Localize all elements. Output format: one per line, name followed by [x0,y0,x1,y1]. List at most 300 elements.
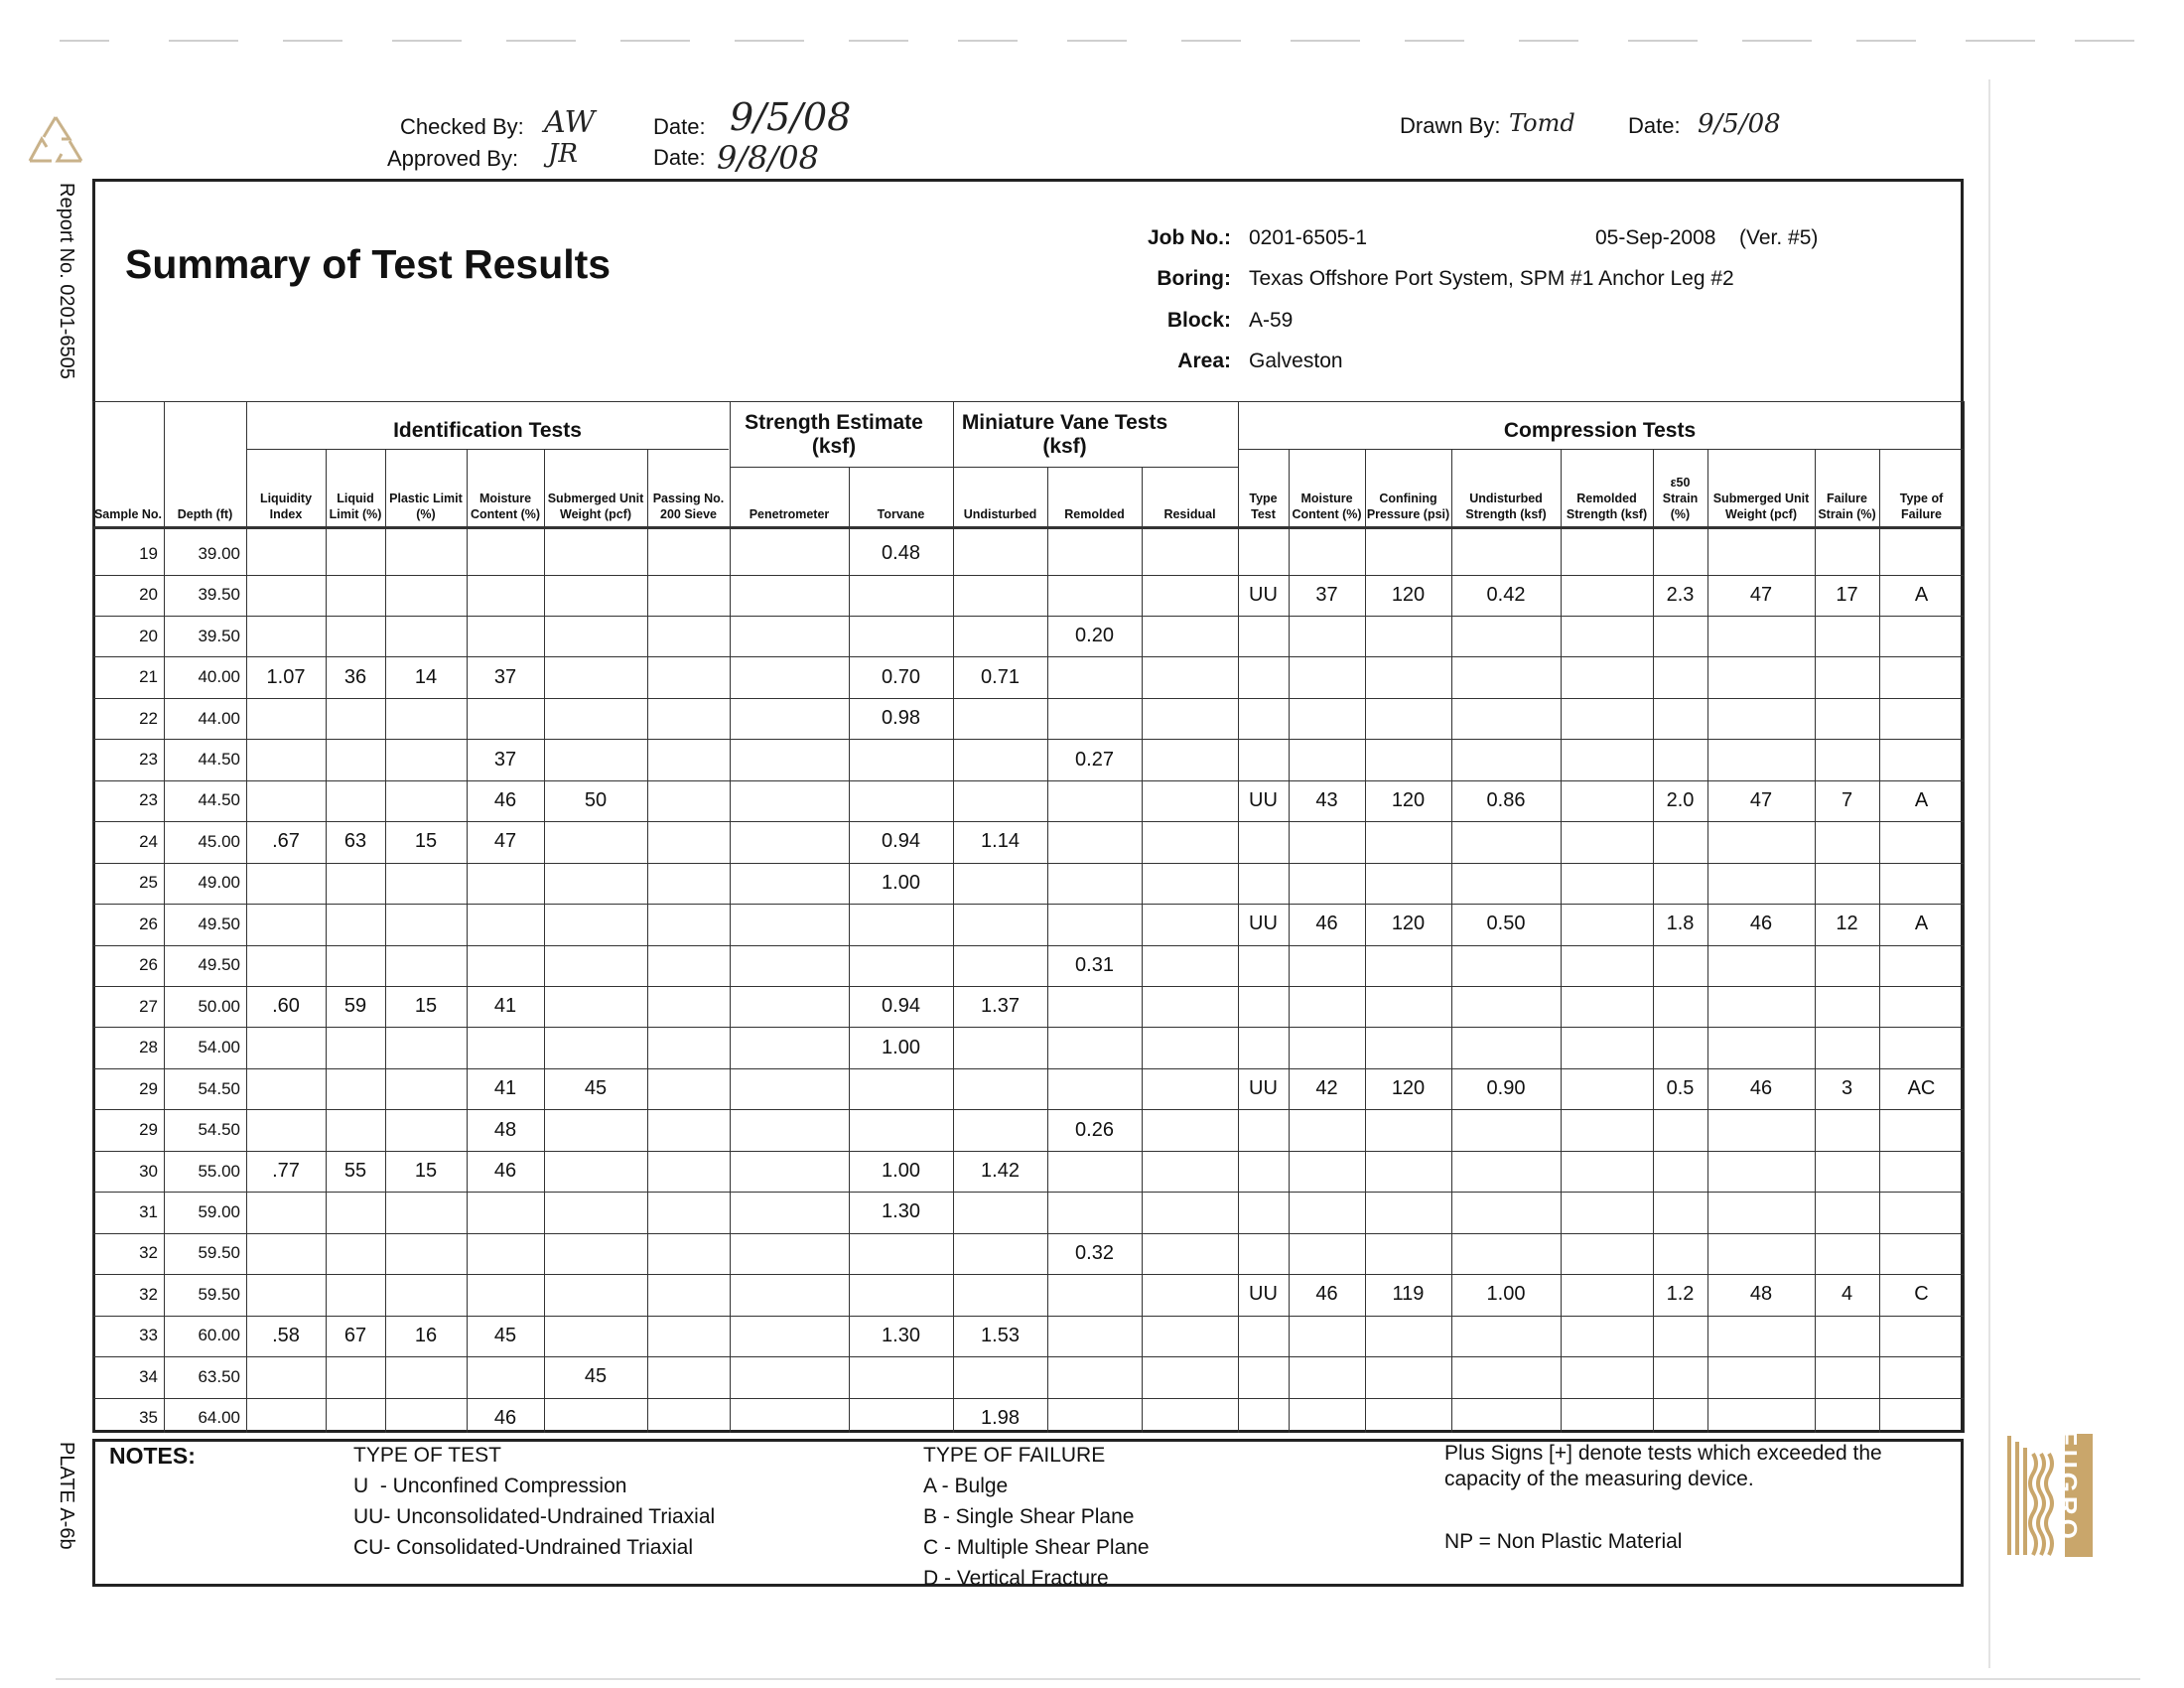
table-cell-depth-ft: 49.50 [198,914,240,933]
table-cell-50-strain [1653,1027,1707,1068]
table-cell-liquid-limit: 59 [343,995,367,1018]
table-cell-undisturbed-strength-ksf: 0.50 [1486,913,1526,935]
table-cell-submerged-unit-weight-pcf: 45 [584,1365,608,1388]
table-cell-depth-ft: 44.00 [198,708,240,728]
table-cell-confining-pressure-psi: 120 [1391,788,1426,811]
table-cell-undisturbed-strength-ksf [1451,1233,1561,1275]
table-cell-residual [1142,656,1238,698]
report-date: 05-Sep-2008 [1595,226,1716,249]
table-cell-residual [1142,698,1238,740]
table-cell-residual [1142,821,1238,863]
table-cell-50-strain [1653,945,1707,987]
header-bottom-line [92,526,1964,529]
table-cell-remolded: 0.20 [1075,625,1114,647]
table-cell-undisturbed: 1.98 [981,1406,1020,1429]
table-cell-failure-strain [1815,698,1879,740]
table-cell-50-strain [1653,863,1707,905]
ident-sub-line [246,449,729,450]
table-cell-plastic-limit [385,1274,467,1316]
notes-label: NOTES: [109,1443,196,1469]
table-cell-failure-strain [1815,1151,1879,1193]
table-cell-passing-no-200-sieve [647,863,730,905]
table-cell-remolded-strength-ksf [1561,821,1653,863]
table-cell-undisturbed-strength-ksf [1451,863,1561,905]
table-cell-remolded [1047,575,1142,617]
table-cell-type-test [1238,1316,1289,1357]
table-cell-submerged-unit-weight-pcf [1707,656,1815,698]
table-cell-sample-no: 24 [139,831,158,851]
drawn-by-label: Drawn By: [1400,113,1501,138]
table-cell-failure-strain [1815,1398,1879,1440]
column-header-undisturbed: Undisturbed [963,507,1037,521]
table-cell-moisture-content: 43 [1315,788,1338,811]
table-cell-submerged-unit-weight-pcf: 46 [1749,913,1773,935]
table-cell-remolded-strength-ksf [1561,1192,1653,1233]
table-cell-undisturbed: 0.71 [981,665,1020,688]
table-cell-liquidity-index [246,616,326,657]
table-cell-type-test [1238,1109,1289,1151]
table-cell-torvane [849,780,953,822]
table-cell-penetrometer [730,1398,849,1440]
table-cell-failure-strain [1815,1109,1879,1151]
table-cell-type-test [1238,1356,1289,1398]
table-cell-sample-no: 23 [139,790,158,810]
table-cell-plastic-limit [385,1027,467,1068]
table-cell-50-strain [1653,533,1707,575]
table-cell-undisturbed-strength-ksf [1451,1398,1561,1440]
table-cell-confining-pressure-psi: 120 [1391,583,1426,606]
table-cell-penetrometer [730,1068,849,1110]
table-cell-passing-no-200-sieve [647,575,730,617]
table-cell-torvane [849,575,953,617]
table-cell-submerged-unit-weight-pcf [1707,945,1815,987]
table-cell-liquid-limit [326,1233,385,1275]
checked-date-label: Date: [653,114,706,139]
vane-sub-line [953,467,1238,468]
table-cell-passing-no-200-sieve [647,656,730,698]
table-cell-failure-strain [1815,986,1879,1028]
table-cell-torvane [849,739,953,780]
table-cell-confining-pressure-psi: 120 [1391,913,1426,935]
table-cell-submerged-unit-weight-pcf [544,656,647,698]
table-cell-remolded [1047,533,1142,575]
table-cell-sample-no: 29 [139,1120,158,1140]
table-cell-submerged-unit-weight-pcf [1707,1356,1815,1398]
table-cell-undisturbed [953,1109,1047,1151]
table-cell-confining-pressure-psi [1365,1233,1451,1275]
table-cell-50-strain [1653,1151,1707,1193]
table-cell-50-strain [1653,656,1707,698]
table-cell-moisture-content [467,616,544,657]
table-cell-passing-no-200-sieve [647,616,730,657]
table-cell-moisture-content: 46 [493,1160,517,1183]
table-cell-type-test: UU [1249,583,1278,606]
table-cell-failure-strain [1815,739,1879,780]
table-cell-penetrometer [730,616,849,657]
table-cell-type-test [1238,533,1289,575]
table-cell-sample-no: 28 [139,1038,158,1057]
table-cell-undisturbed [953,533,1047,575]
table-cell-50-strain [1653,739,1707,780]
table-cell-undisturbed-strength-ksf [1451,698,1561,740]
column-header-type-of-failure: Type of Failure [1899,492,1944,521]
table-cell-remolded-strength-ksf [1561,698,1653,740]
table-cell-50-strain: 1.2 [1666,1283,1695,1306]
table-cell-plastic-limit [385,780,467,822]
table-cell-penetrometer [730,1192,849,1233]
table-cell-passing-no-200-sieve [647,1398,730,1440]
table-cell-sample-no: 34 [139,1366,158,1386]
table-cell-confining-pressure-psi [1365,1356,1451,1398]
table-cell-type-of-failure: AC [1907,1077,1936,1100]
table-cell-50-strain [1653,1192,1707,1233]
table-cell-failure-strain [1815,616,1879,657]
table-cell-type-of-failure [1879,1109,1964,1151]
type-of-test-uu: UU- Unconsolidated-Undrained Triaxial [353,1505,716,1528]
table-cell-failure-strain [1815,1233,1879,1275]
table-cell-50-strain [1653,1398,1707,1440]
table-cell-torvane: 1.30 [882,1324,920,1346]
table-cell-type-test: UU [1249,1077,1278,1100]
table-cell-type-test: UU [1249,913,1278,935]
table-cell-plastic-limit [385,1068,467,1110]
table-cell-moisture-content [1289,1233,1365,1275]
column-header-sample-no: Sample No. [93,507,163,521]
table-cell-plastic-limit [385,945,467,987]
table-cell-submerged-unit-weight-pcf [544,821,647,863]
table-cell-undisturbed-strength-ksf [1451,1316,1561,1357]
table-cell-confining-pressure-psi [1365,616,1451,657]
table-cell-undisturbed [953,904,1047,945]
table-cell-remolded-strength-ksf [1561,1316,1653,1357]
table-cell-passing-no-200-sieve [647,1027,730,1068]
table-cell-penetrometer [730,1109,849,1151]
table-cell-depth-ft: 44.50 [198,790,240,810]
table-cell-remolded-strength-ksf [1561,986,1653,1028]
table-cell-moisture-content: 42 [1315,1077,1338,1100]
table-cell-remolded-strength-ksf [1561,533,1653,575]
table-cell-remolded-strength-ksf [1561,575,1653,617]
table-cell-liquid-limit [326,1192,385,1233]
table-cell-penetrometer [730,533,849,575]
column-header-plastic-limit: Plastic Limit (%) [389,492,463,521]
table-cell-type-test [1238,698,1289,740]
table-cell-submerged-unit-weight-pcf [1707,863,1815,905]
table-cell-confining-pressure-psi [1365,986,1451,1028]
table-cell-remolded-strength-ksf [1561,1068,1653,1110]
approved-by-label: Approved By: [387,146,519,171]
table-cell-sample-no: 25 [139,873,158,893]
area-label: Area: [1177,350,1231,372]
table-cell-submerged-unit-weight-pcf [1707,698,1815,740]
table-cell-liquid-limit [326,780,385,822]
checked-date: 9/5/08 [730,95,852,139]
table-cell-submerged-unit-weight-pcf [544,575,647,617]
table-cell-moisture-content: 41 [493,1077,517,1100]
table-cell-confining-pressure-psi [1365,1398,1451,1440]
table-cell-50-strain [1653,1356,1707,1398]
type-of-failure-title: TYPE OF FAILURE [923,1444,1106,1467]
np-note: NP = Non Plastic Material [1444,1530,1683,1553]
table-cell-submerged-unit-weight-pcf: 45 [584,1077,608,1100]
table-cell-liquidity-index: 1.07 [266,665,306,688]
table-cell-plastic-limit [385,575,467,617]
table-cell-torvane: 0.70 [882,665,920,688]
drawn-by-signature: Tomd [1509,109,1575,137]
table-cell-type-test [1238,863,1289,905]
table-cell-remolded-strength-ksf [1561,1356,1653,1398]
table-cell-submerged-unit-weight-pcf [1707,1192,1815,1233]
plate-label: PLATE A-6b [56,1442,77,1550]
table-cell-torvane: 0.94 [882,830,920,853]
table-cell-sample-no: 32 [139,1243,158,1263]
table-cell-submerged-unit-weight-pcf [544,945,647,987]
failure-d: D - Vertical Fracture [923,1567,1109,1590]
table-cell-moisture-content [1289,1109,1365,1151]
table-cell-torvane: 1.30 [882,1200,920,1223]
table-cell-moisture-content [467,1356,544,1398]
table-cell-moisture-content [467,533,544,575]
table-cell-type-of-failure: A [1914,913,1929,935]
table-cell-penetrometer [730,698,849,740]
table-cell-failure-strain: 3 [1841,1077,1853,1100]
table-cell-50-strain [1653,821,1707,863]
table-cell-type-test [1238,1398,1289,1440]
table-cell-undisturbed-strength-ksf [1451,739,1561,780]
table-cell-penetrometer [730,945,849,987]
table-cell-depth-ft: 40.00 [198,667,240,687]
table-cell-50-strain [1653,1316,1707,1357]
table-cell-liquidity-index: .60 [272,995,300,1018]
column-header-confining-pressure-psi: Confining Pressure (psi) [1366,492,1450,521]
table-cell-50-strain: 1.8 [1666,913,1695,935]
table-cell-liquidity-index [246,1068,326,1110]
table-cell-type-test [1238,1233,1289,1275]
table-cell-confining-pressure-psi [1365,533,1451,575]
table-cell-moisture-content: 45 [493,1324,517,1346]
table-cell-submerged-unit-weight-pcf [544,1027,647,1068]
table-cell-residual [1142,1027,1238,1068]
column-header-moisture-content: Moisture Content (%) [470,492,541,521]
table-cell-confining-pressure-psi [1365,698,1451,740]
table-cell-confining-pressure-psi [1365,656,1451,698]
logo-text: FUGRO [2053,1430,2083,1543]
table-cell-depth-ft: 59.50 [198,1243,240,1263]
table-cell-residual [1142,945,1238,987]
table-cell-residual [1142,1068,1238,1110]
table-cell-undisturbed [953,1068,1047,1110]
table-cell-torvane [849,945,953,987]
table-cell-torvane: 1.00 [882,871,920,894]
table-cell-failure-strain [1815,821,1879,863]
table-cell-moisture-content: 46 [493,1406,517,1429]
table-cell-depth-ft: 39.00 [198,543,240,563]
table-cell-torvane [849,1356,953,1398]
table-cell-remolded [1047,698,1142,740]
table-cell-plastic-limit [385,1398,467,1440]
table-cell-sample-no: 29 [139,1078,158,1098]
table-cell-torvane [849,1398,953,1440]
column-header-torvane: Torvane [877,507,925,521]
table-cell-torvane [849,1068,953,1110]
block: A-59 [1249,309,1294,332]
table-cell-moisture-content: 47 [493,830,517,853]
table-cell-submerged-unit-weight-pcf [1707,616,1815,657]
table-cell-liquidity-index [246,1233,326,1275]
table-cell-depth-ft: 63.50 [198,1366,240,1386]
table-cell-remolded [1047,1027,1142,1068]
table-cell-depth-ft: 44.50 [198,750,240,770]
table-cell-liquid-limit [326,739,385,780]
table-cell-undisturbed [953,1027,1047,1068]
table-cell-undisturbed-strength-ksf [1451,1151,1561,1193]
table-cell-type-of-failure [1879,863,1964,905]
approved-date-label: Date: [653,145,706,170]
job-no: 0201-6505-1 [1249,226,1368,249]
table-cell-submerged-unit-weight-pcf [544,1274,647,1316]
column-header-remolded-strength-ksf: Remolded Strength (ksf) [1566,492,1648,521]
table-cell-submerged-unit-weight-pcf [544,1109,647,1151]
table-cell-liquid-limit [326,1398,385,1440]
table-cell-type-of-failure [1879,1151,1964,1193]
boring: Texas Offshore Port System, SPM #1 Anchor Leg #2 [1249,267,1734,290]
table-cell-residual [1142,1398,1238,1440]
column-header-passing-no-200-sieve: Passing No. 200 Sieve [652,492,725,521]
table-cell-liquidity-index [246,863,326,905]
table-cell-submerged-unit-weight-pcf: 46 [1749,1077,1773,1100]
table-cell-liquidity-index [246,1027,326,1068]
group-strength-estimate: Strength Estimate (ksf) [745,411,923,458]
table-cell-failure-strain: 7 [1841,788,1853,811]
column-header-50-strain: ε50 Strain (%) [1662,476,1699,521]
table-cell-undisturbed [953,575,1047,617]
table-cell-remolded [1047,1356,1142,1398]
table-cell-moisture-content [1289,1151,1365,1193]
table-cell-moisture-content [467,698,544,740]
table-cell-passing-no-200-sieve [647,1151,730,1193]
table-cell-plastic-limit: 16 [414,1324,438,1346]
table-cell-liquid-limit [326,575,385,617]
table-cell-remolded-strength-ksf [1561,1151,1653,1193]
table-cell-undisturbed: 1.37 [981,995,1020,1018]
table-cell-type-of-failure [1879,739,1964,780]
table-cell-50-strain [1653,1233,1707,1275]
table-cell-liquid-limit [326,698,385,740]
table-cell-liquid-limit [326,616,385,657]
table-cell-penetrometer [730,1151,849,1193]
table-cell-passing-no-200-sieve [647,1233,730,1275]
table-cell-depth-ft: 59.00 [198,1201,240,1221]
table-cell-sample-no: 20 [139,626,158,645]
approved-date: 9/8/08 [717,139,819,177]
table-cell-plastic-limit [385,739,467,780]
table-cell-penetrometer [730,780,849,822]
table-cell-type-test [1238,945,1289,987]
header-top-line [92,401,1964,402]
table-cell-remolded-strength-ksf [1561,656,1653,698]
type-of-test-cu: CU- Consolidated-Undrained Triaxial [353,1536,693,1559]
table-cell-moisture-content [1289,1356,1365,1398]
table-cell-passing-no-200-sieve [647,1356,730,1398]
table-cell-remolded [1047,1398,1142,1440]
table-cell-type-of-failure [1879,1356,1964,1398]
table-cell-sample-no: 27 [139,996,158,1016]
table-cell-liquidity-index [246,1398,326,1440]
table-cell-depth-ft: 49.00 [198,873,240,893]
table-cell-passing-no-200-sieve [647,945,730,987]
table-cell-residual [1142,575,1238,617]
table-cell-plastic-limit [385,616,467,657]
table-cell-submerged-unit-weight-pcf [1707,533,1815,575]
table-cell-depth-ft: 49.50 [198,955,240,975]
table-cell-passing-no-200-sieve [647,904,730,945]
table-cell-undisturbed [953,698,1047,740]
table-cell-liquidity-index [246,739,326,780]
table-cell-moisture-content: 48 [493,1118,517,1141]
table-cell-remolded [1047,821,1142,863]
table-cell-moisture-content [1289,821,1365,863]
column-header-moisture-content: Moisture Content (%) [1292,492,1362,521]
table-cell-remolded: 0.32 [1075,1241,1114,1264]
table-cell-torvane [849,616,953,657]
table-cell-moisture-content [467,863,544,905]
table-cell-passing-no-200-sieve [647,533,730,575]
table-cell-remolded-strength-ksf [1561,1398,1653,1440]
table-cell-plastic-limit [385,863,467,905]
table-cell-remolded-strength-ksf [1561,616,1653,657]
table-cell-liquidity-index [246,575,326,617]
table-cell-passing-no-200-sieve [647,698,730,740]
table-cell-type-test [1238,821,1289,863]
table-cell-submerged-unit-weight-pcf [1707,1151,1815,1193]
table-cell-type-of-failure [1879,698,1964,740]
table-cell-passing-no-200-sieve [647,821,730,863]
table-cell-liquid-limit [326,1274,385,1316]
table-cell-liquidity-index: .67 [272,830,300,853]
column-header-residual: Residual [1163,507,1216,521]
table-cell-remolded [1047,1192,1142,1233]
table-cell-depth-ft: 59.50 [198,1284,240,1304]
table-cell-penetrometer [730,1027,849,1068]
table-cell-undisturbed-strength-ksf [1451,656,1561,698]
table-cell-sample-no: 32 [139,1284,158,1304]
group-compression-tests: Compression Tests [1503,419,1697,442]
table-cell-liquidity-index: .77 [272,1160,300,1183]
col-line [1964,401,1965,1433]
table-cell-depth-ft: 55.00 [198,1161,240,1181]
table-cell-plastic-limit [385,1233,467,1275]
table-cell-undisturbed-strength-ksf [1451,1356,1561,1398]
table-cell-undisturbed [953,863,1047,905]
table-cell-liquid-limit: 55 [343,1160,367,1183]
table-cell-depth-ft: 50.00 [198,996,240,1016]
table-cell-50-strain: 2.3 [1666,583,1695,606]
table-cell-penetrometer [730,1233,849,1275]
table-cell-submerged-unit-weight-pcf [544,904,647,945]
table-cell-torvane [849,1233,953,1275]
table-cell-moisture-content [1289,863,1365,905]
table-cell-type-test [1238,656,1289,698]
table-cell-confining-pressure-psi [1365,739,1451,780]
table-cell-remolded-strength-ksf [1561,863,1653,905]
table-cell-type-of-failure [1879,821,1964,863]
table-cell-moisture-content [1289,698,1365,740]
table-cell-remolded [1047,1151,1142,1193]
column-header-depth-ft: Depth (ft) [177,507,233,521]
table-cell-failure-strain [1815,1356,1879,1398]
table-cell-penetrometer [730,904,849,945]
table-cell-50-strain [1653,986,1707,1028]
